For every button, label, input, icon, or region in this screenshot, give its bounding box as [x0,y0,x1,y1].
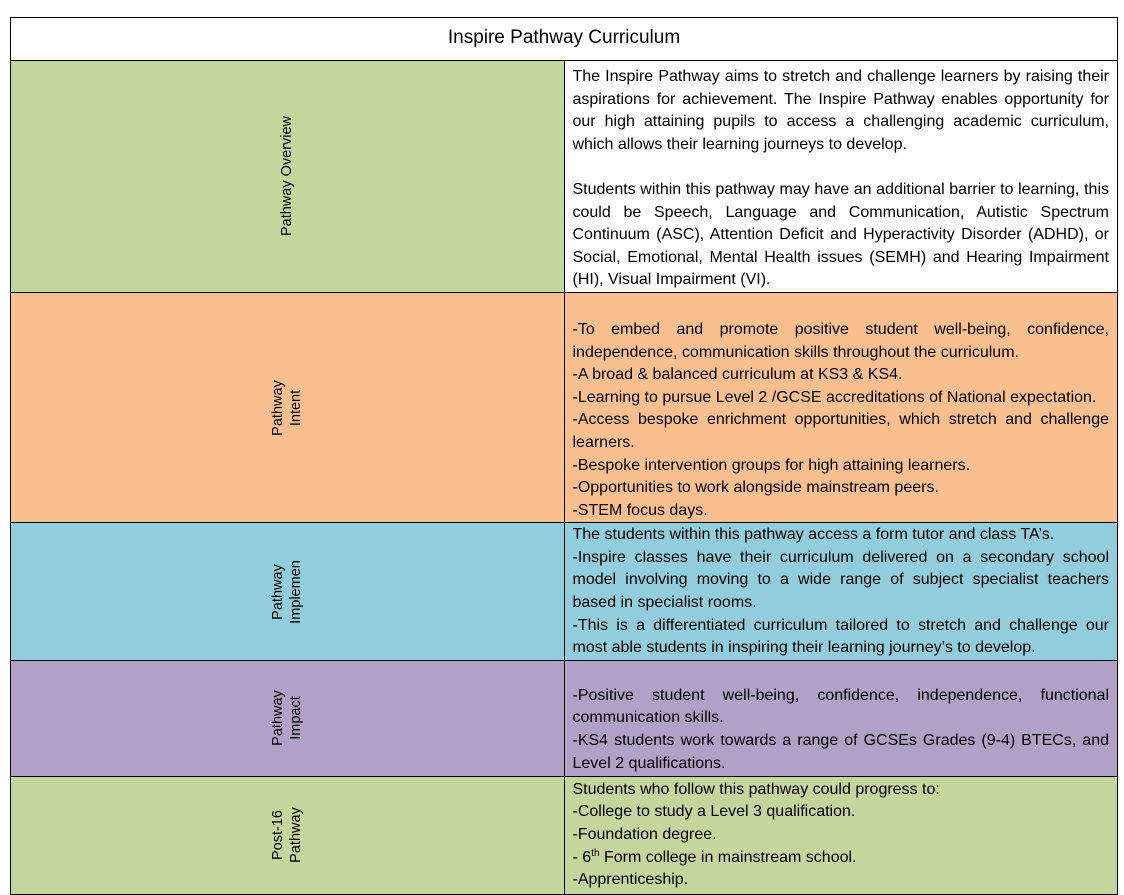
impact-label-line1: Pathway [270,690,287,747]
list-item: -Inspire classes have their curriculum delivered on a secondary school model involving moving to a wide range of subject specialist teachers based in specialist rooms. [572,548,1109,612]
list-item: -Foundation degree. [572,826,717,844]
impact-label-cell [11,660,565,776]
post16-label-line2: Pathway [288,807,305,864]
list-item: -This is a differentiated curriculum tailored to stretch and challenge our most able students in inspiring their learning journey’s to develop. [572,616,1109,657]
overview-paragraph-1: The Inspire Pathway aims to stretch and challenge learners by raising their aspirations for achievement. The Inspire Pathway enables opportunity for our high attaining pupils to access a challenging academic curriculum, which allows their learning journeys to develop. [572,68,1109,153]
list-item: -College to study a Level 3 qualification. [572,803,856,821]
table-title: Inspire Pathway Curriculum [11,18,1118,61]
intent-row [11,292,1118,522]
list-item: -Access bespoke enrichment opportunities, which stretch and challenge learners. [572,411,1109,451]
overview-row [11,61,1118,293]
post16-item3-prefix: - 6 [572,848,592,866]
list-item: -Apprenticeship. [572,871,689,889]
post16-row [11,776,1118,894]
list-item: -A broad & balanced curriculum at KS3 & KS4. [572,366,903,384]
list-item: -Learning to pursue Level 2 /GCSE accreditations of National expectation. [572,388,1097,406]
impact-label-line2: Impact [288,696,305,741]
intent-label-line1: Pathway [270,379,287,436]
overview-content [564,61,1118,293]
list-item: -STEM focus days. [572,501,708,519]
implementation-label-line1: Pathway [270,563,287,620]
list-item: -To embed and promote positive student well-being, confidence, independence, communication skills throughout the curriculum. [572,320,1109,361]
impact-row [11,660,1118,776]
post16-label-cell [11,776,565,894]
list-item: -Opportunities to work alongside mainstream peers. [572,479,939,497]
list-item: -KS4 students work towards a range of GCSEs Grades (9-4) BTECs, and Level 2 qualifications. [572,732,1109,772]
impact-content [564,660,1118,776]
post16-label-line1: Post-16 [270,810,287,861]
post16-item3-sup: th [591,847,600,859]
post16-intro: Students who follow this pathway could progress to: [572,780,940,798]
post16-content [564,776,1118,894]
implementation-label [269,560,305,624]
intent-label-line2: Intent [288,389,305,426]
curriculum-table [10,17,1118,895]
intent-label [269,380,305,436]
list-item: -Positive student well-being, confidence, independence, functional communication skills. [572,686,1109,727]
intent-label-cell [11,292,565,522]
overview-paragraph-2: Students within this pathway may have an additional barrier to learning, this could be Speech, Language and Communication, Autistic Spectrum Continuum (ASC), Attention Deficit and Hyperactivity Disorder (ADHD), or Social, Emotional, Mental Health issues (SEMH) and Hearing Impairment (HI), Visual Impairment (VI). [572,180,1109,289]
intent-content [564,292,1118,522]
list-item: The students within this pathway access a form tutor and class TA’s. [572,526,1055,544]
implementation-content [564,523,1118,661]
post16-label [269,808,305,864]
overview-label-cell [11,61,565,293]
implementation-label-cell [11,523,565,661]
list-item [573,847,1110,870]
implementation-row [11,523,1118,661]
post16-item3-suffix: Form college in mainstream school. [599,848,857,866]
implementation-label-line2: Implemen [288,559,305,624]
overview-label: Pathway Overview [279,116,296,237]
impact-label [269,691,305,747]
list-item: -Bespoke intervention groups for high attaining learners. [572,456,971,474]
